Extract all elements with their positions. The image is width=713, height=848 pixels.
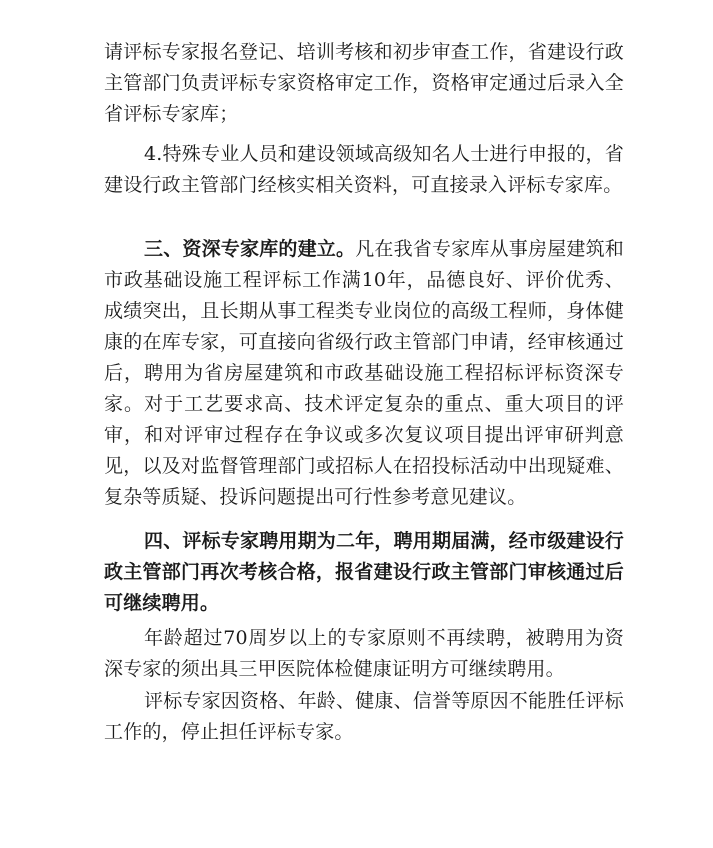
paragraph-text: 凡在我省专家库从事房屋建筑和市政基础设施工程评标工作满10年，品德良好、评价优秀、成绩突出，且长期从事工程类专业岗位的高级工程师，身体健康的在库专家，可直接向省级行政主管部门申请，经审核通过后，聘用为省房屋建筑和市政基础设施工程招标评标资深专家。对于工艺要求高、技术评定复杂的重点、重大项目的评审，和对评审过程存在争议或多次复议项目提出评审研判意见，以及对监督管理部门或招标人在招投标活动中出现疑难、复杂等质疑、投诉问题提出可行性参考意见建议。 xyxy=(104,238,625,508)
paragraph-appointment-term xyxy=(104,526,624,619)
paragraph-special-personnel xyxy=(104,139,624,201)
paragraph-age-limit xyxy=(104,623,624,685)
section-heading-senior-expert-pool: 三、资深专家库的建立。 xyxy=(144,238,356,260)
paragraph-expert-registration-continued xyxy=(104,37,624,130)
paragraph-disqualification xyxy=(104,686,624,748)
paragraph-text: 评标专家因资格、年龄、健康、信誉等原因不能胜任评标工作的，停止担任评标专家。 xyxy=(104,690,625,743)
paragraph-text: 四、评标专家聘用期为二年，聘用期届满，经市级建设行政主管部门再次考核合格，报省建设行政主管部门审核通过后可继续聘用。 xyxy=(104,530,625,614)
paragraph-text: 请评标专家报名登记、培训考核和初步审查工作，省建设行政主管部门负责评标专家资格审定工作，资格审定通过后录入全省评标专家库； xyxy=(104,41,624,125)
paragraph-text: 年龄超过70周岁以上的专家原则不再续聘，被聘用为资深专家的须出具三甲医院体检健康证明方可继续聘用。 xyxy=(104,627,624,680)
paragraph-senior-expert-pool xyxy=(104,234,624,513)
paragraph-text: 4.特殊专业人员和建设领域高级知名人士进行申报的，省建设行政主管部门经核实相关资料，可直接录入评标专家库。 xyxy=(104,143,624,196)
